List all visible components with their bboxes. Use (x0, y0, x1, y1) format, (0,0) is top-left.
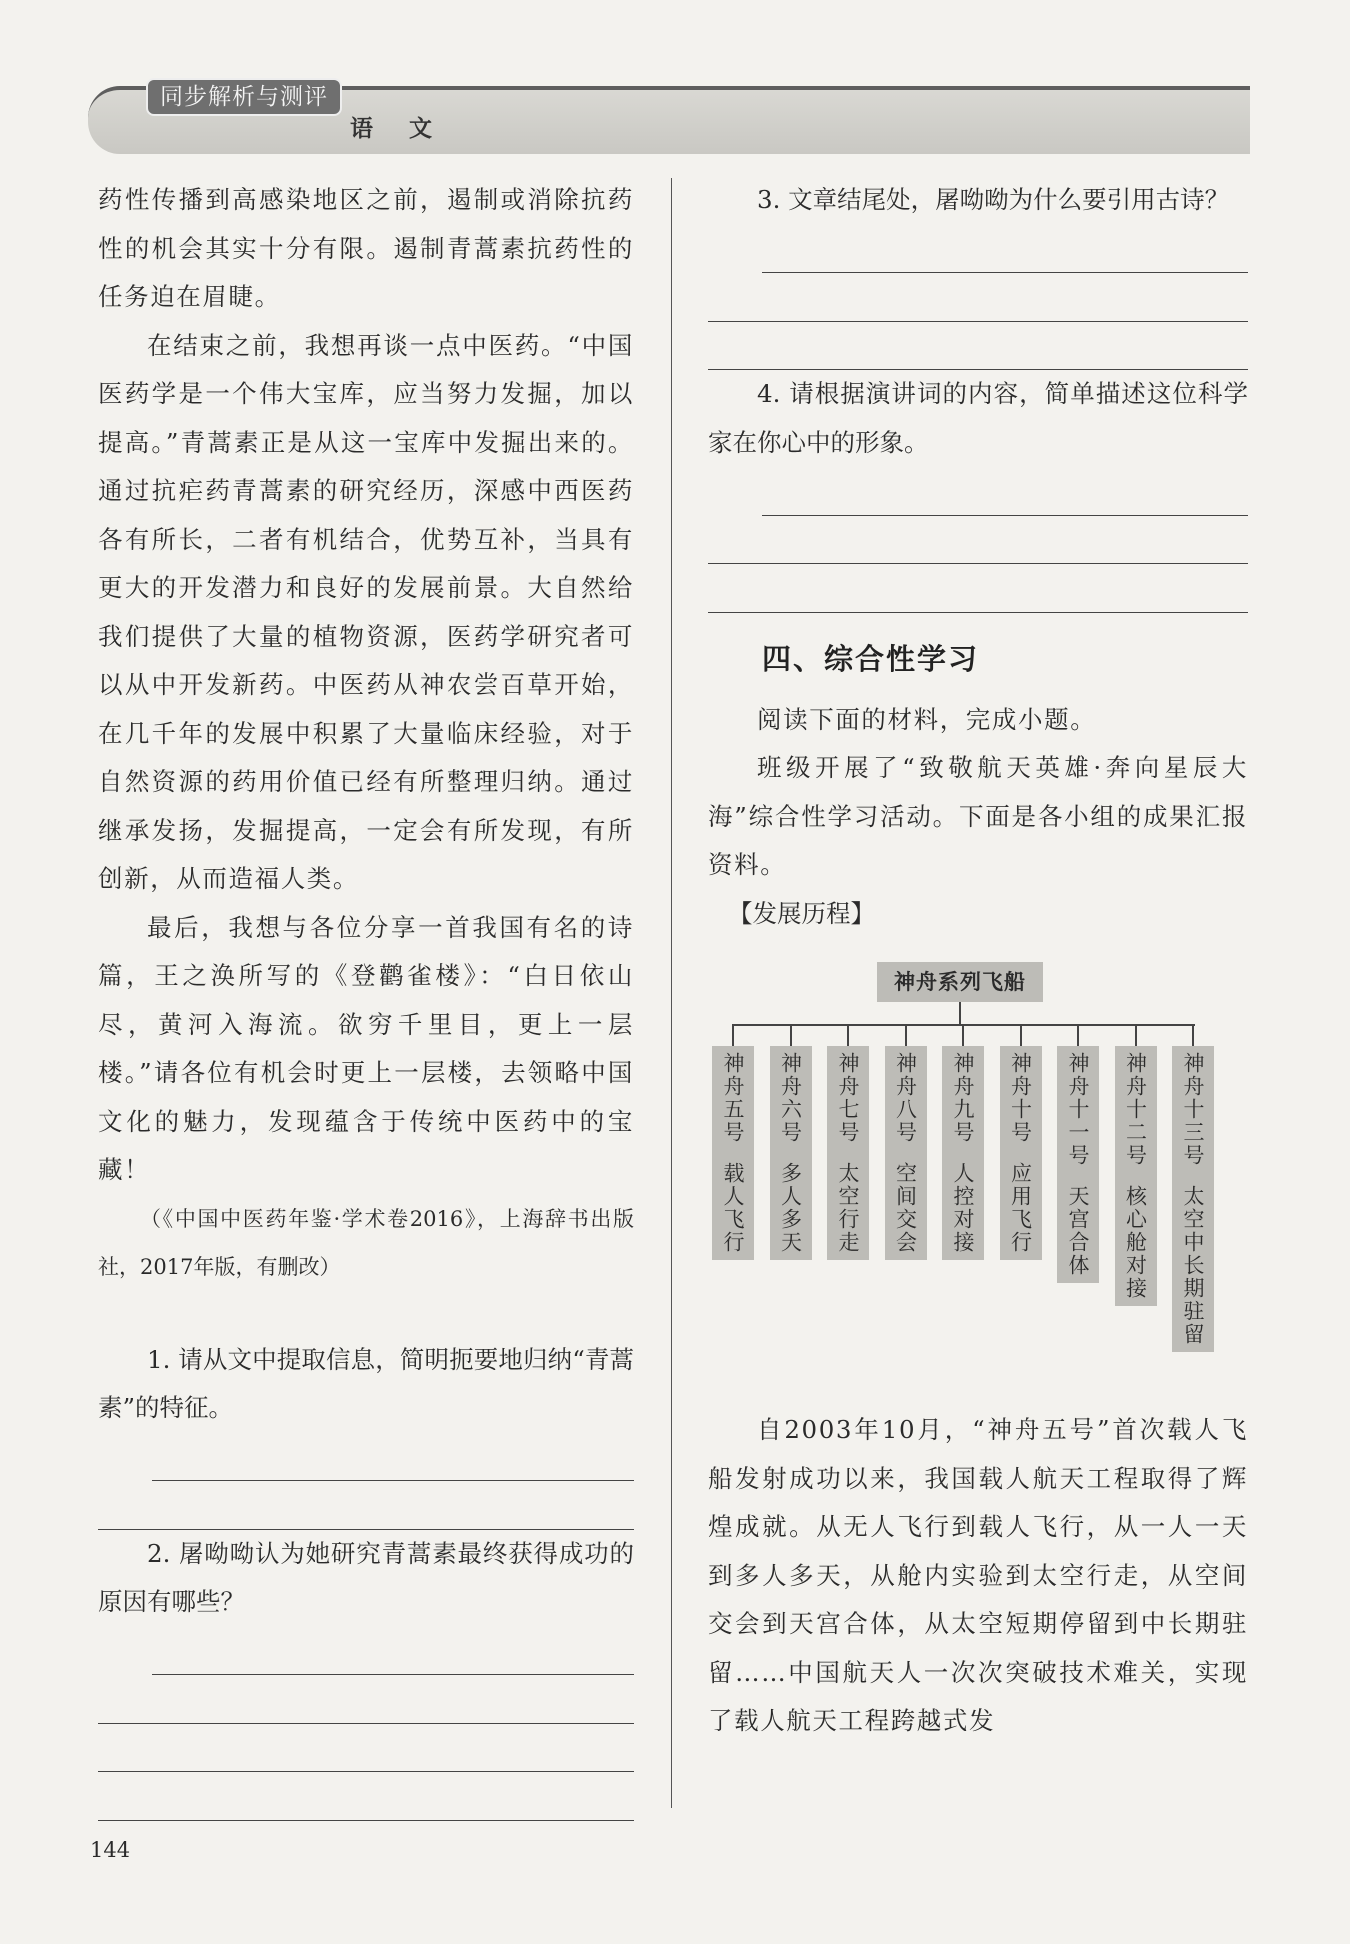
leaf-event: 应用飞行 (1008, 1162, 1033, 1254)
answer-line[interactable] (152, 1627, 634, 1676)
diagram-root: 神舟系列飞船 (877, 962, 1043, 1002)
leaf-name: 神舟十二号 (1123, 1052, 1148, 1167)
leaf-name: 神舟六号 (778, 1052, 803, 1144)
diagram-connector (1135, 1024, 1137, 1046)
answer-line[interactable] (762, 225, 1248, 274)
section-title: 四、综合性学习 (762, 641, 980, 676)
question-4: 4. 请根据演讲词的内容，简单描述这位科学家在你心中的形象。 (708, 379, 1248, 457)
diagram-leaf (1172, 1046, 1214, 1352)
page-number: 144 (90, 1838, 131, 1862)
shenzhou-diagram (708, 944, 1248, 1406)
leaf-name: 神舟九号 (951, 1052, 975, 1144)
diagram-connector (905, 1024, 907, 1046)
leaf-event: 多人多天 (778, 1162, 803, 1254)
answer-line[interactable] (708, 516, 1248, 565)
diagram-leaf (942, 1046, 984, 1260)
column-divider (671, 178, 672, 1808)
diagram-connector (732, 1024, 734, 1046)
diagram-leaf (1057, 1046, 1099, 1283)
leaf-name: 神舟五号 (721, 1052, 745, 1144)
leaf-name: 神舟十号 (1008, 1052, 1033, 1144)
leaf-event: 天宫合体 (1066, 1185, 1090, 1277)
leaf-event: 核心舱对接 (1123, 1185, 1148, 1300)
diagram-connector (733, 1024, 1195, 1026)
answer-line[interactable] (98, 1675, 634, 1724)
answer-line[interactable] (98, 1724, 634, 1773)
leaf-event: 太空中长期驻留 (1181, 1185, 1205, 1346)
subject-label: 语 文 (350, 116, 447, 142)
right-column (708, 176, 1248, 1746)
paragraph: 自2003年10月，“神舟五号”首次载人飞船发射成功以来，我国载人航天工程取得了辉煌成就。从无人飞行到载人飞行，从一人一天到多人多天，从舱内实验到太空行走，从空间交会到天宫合体，从太空短期停留到中长期驻留……中国航天人一次次突破技术难关，实现了载人航天工程跨越式发 (708, 1415, 1248, 1735)
series-tab: 同步解析与测评 (146, 78, 342, 116)
source-citation: （《中国中医药年鉴·学术卷2016》，上海辞书出版社，2017年版，有删改） (98, 1206, 634, 1279)
answer-line[interactable] (708, 564, 1248, 613)
left-column (98, 176, 634, 1821)
question-3: 3. 文章结尾处，屠呦呦为什么要引用古诗？ (757, 185, 1230, 214)
leaf-name: 神舟十三号 (1181, 1052, 1205, 1167)
answer-line[interactable] (708, 273, 1248, 322)
spacer (98, 1292, 634, 1336)
answer-line[interactable] (98, 1481, 634, 1530)
diagram-leaf (1115, 1046, 1157, 1306)
leaf-name: 神舟七号 (836, 1052, 860, 1144)
question-2: 2. 屠呦呦认为她研究青蒿素最终获得成功的原因有哪些？ (98, 1538, 634, 1616)
diagram-connector (1020, 1024, 1022, 1046)
diagram-leaf (885, 1046, 927, 1260)
diagram-leaf (770, 1046, 812, 1260)
diagram-leaf (827, 1046, 869, 1260)
diagram-connector (959, 1002, 961, 1024)
leaf-name: 神舟八号 (893, 1052, 918, 1144)
paragraph: 药性传播到高感染地区之前，遏制或消除抗药性的机会其实十分有限。遏制青蒿素抗药性的任务迫在眉睫。 (98, 185, 634, 311)
diagram-connector (962, 1024, 964, 1046)
diagram-leaf (1000, 1046, 1042, 1260)
intro-text: 班级开展了“致敬航天英雄·奔向星辰大海”综合性学习活动。下面是各小组的成果汇报资料。 (708, 753, 1248, 879)
answer-line[interactable] (708, 322, 1248, 371)
leaf-name: 神舟十一号 (1066, 1052, 1090, 1167)
block-label: 【发展历程】 (728, 898, 875, 928)
leaf-event: 载人飞行 (721, 1162, 745, 1254)
answer-line[interactable] (98, 1772, 634, 1821)
paragraph: 在结束之前，我想再谈一点中医药。“中国医药学是一个伟大宝库，应当努力发掘，加以提高。”青蒿素正是从这一宝库中发掘出来的。通过抗疟药青蒿素的研究经历，深感中西医药各有所长，二者有机结合，优势互补，当具有更大的开发潜力和良好的发展前景。大自然给我们提供了大量的植物资源，医药学研究者可以从中开发新药。中医药从神农尝百草开始，在几千年的发展中积累了大量临床经验，对于自然资源的药用价值已经有所整理归纳。通过继承发扬，发掘提高，一定会有所发现，有所创新，从而造福人类。 (98, 330, 634, 893)
diagram-connector (790, 1024, 792, 1046)
question-1: 1. 请从文中提取信息，简明扼要地归纳“青蒿素”的特征。 (98, 1344, 634, 1422)
diagram-connector (1192, 1024, 1194, 1046)
leaf-event: 太空行走 (836, 1162, 860, 1254)
intro-text: 阅读下面的材料，完成小题。 (757, 704, 1097, 734)
leaf-event: 人控对接 (951, 1162, 975, 1254)
answer-line[interactable] (762, 467, 1248, 516)
diagram-connector (1077, 1024, 1079, 1046)
diagram-leaf (712, 1046, 754, 1260)
diagram-connector (847, 1024, 849, 1046)
leaf-event: 空间交会 (893, 1162, 918, 1254)
paragraph: 最后，我想与各位分享一首我国有名的诗篇，王之涣所写的《登鹳雀楼》：“白日依山尽，黄河入海流。欲穷千里目，更上一层楼。”请各位有机会时更上一层楼，去领略中国文化的魅力，发现蕴含于传统中医药中的宝藏！ (98, 912, 634, 1184)
answer-line[interactable] (152, 1433, 634, 1482)
